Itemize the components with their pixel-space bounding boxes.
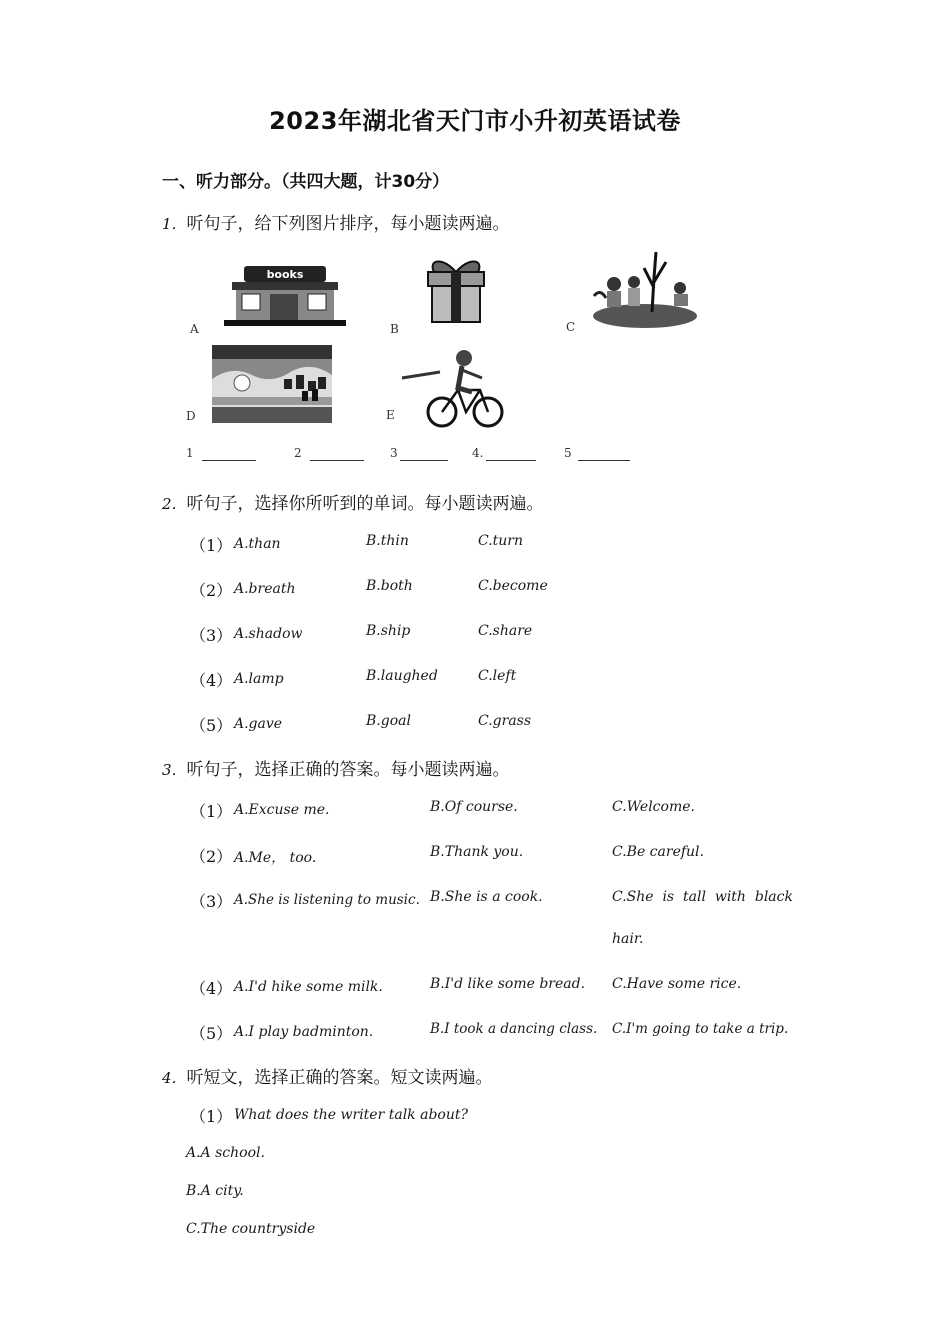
question-number: 2． xyxy=(162,495,187,513)
option-b[interactable]: B.A city. xyxy=(186,1183,244,1199)
item-number: （4） xyxy=(190,979,233,998)
option-a[interactable]: A.Excuse me. xyxy=(234,802,330,818)
picture-label: B xyxy=(390,322,399,336)
option-c[interactable]: C.I'm going to take a trip. xyxy=(612,1021,789,1037)
question-instruction: 听句子，选择你所听到的单词。每小题读两遍。 xyxy=(186,494,544,514)
blank-number: 3 xyxy=(390,446,398,460)
option-a[interactable]: A.She is listening to music. xyxy=(234,892,420,908)
answer-blank[interactable] xyxy=(486,460,536,461)
blank-number: 1 xyxy=(186,446,194,460)
answer-blanks xyxy=(186,446,646,466)
item-number: （1） xyxy=(190,1107,233,1126)
question-2 xyxy=(162,489,544,514)
option-a[interactable]: A.I'd hike some milk. xyxy=(234,979,383,995)
option-b[interactable]: B.I took a dancing class. xyxy=(430,1021,598,1037)
option-c-continued: hair. xyxy=(612,931,644,947)
option-a[interactable]: A.A school. xyxy=(186,1145,265,1161)
question-3 xyxy=(162,755,510,780)
option-a[interactable]: A.I play badminton. xyxy=(234,1024,374,1040)
item-number: （2） xyxy=(190,581,233,600)
item-number: （1） xyxy=(190,536,233,555)
option-a[interactable]: A.lamp xyxy=(234,671,284,687)
question-number: 3． xyxy=(162,761,187,779)
blank-number: 5 xyxy=(564,446,572,460)
question-number: 4． xyxy=(162,1069,187,1087)
option-c[interactable]: C.Be careful. xyxy=(612,844,704,860)
item-number: （5） xyxy=(190,1024,233,1043)
question-number: 1． xyxy=(162,215,187,233)
option-b[interactable]: B.I'd like some bread. xyxy=(430,976,586,992)
option-b[interactable]: B.Thank you. xyxy=(430,844,524,860)
option-b[interactable]: B.thin xyxy=(366,533,409,549)
blank-number: 4. xyxy=(472,446,484,460)
option-c[interactable]: C.She is tall with black xyxy=(612,889,793,905)
option-c[interactable]: C.Have some rice. xyxy=(612,976,742,992)
option-c[interactable]: C.The countryside xyxy=(186,1221,316,1237)
option-b[interactable]: B.both xyxy=(366,578,413,594)
option-b[interactable]: B.goal xyxy=(366,713,411,729)
answer-blank[interactable] xyxy=(400,460,448,461)
answer-blank[interactable] xyxy=(578,460,630,461)
bookstore-icon xyxy=(222,264,347,328)
girl-riding-bike-icon xyxy=(400,348,508,428)
landscape-city-icon xyxy=(212,345,332,423)
item-number: （5） xyxy=(190,716,233,735)
option-b[interactable]: B.Of course. xyxy=(430,799,518,815)
question-1 xyxy=(162,209,510,234)
item-number: （3） xyxy=(190,892,233,911)
option-a[interactable]: A.gave xyxy=(234,716,283,732)
option-c[interactable]: C.turn xyxy=(478,533,524,549)
picture-label: D xyxy=(186,409,196,423)
option-a[interactable]: A.than xyxy=(234,536,281,552)
picture-label: C xyxy=(566,320,576,334)
answer-blank[interactable] xyxy=(310,460,364,461)
sub-question-text: What does the writer talk about? xyxy=(234,1107,468,1123)
item-number: （2） xyxy=(190,847,233,866)
blank-number: 2 xyxy=(294,446,302,460)
gift-box-icon xyxy=(420,254,492,326)
section-heading: 一、听力部分。（共四大题，计30分） xyxy=(162,172,450,192)
picture-label: E xyxy=(386,408,395,422)
option-a[interactable]: A.shadow xyxy=(234,626,303,642)
answer-blank[interactable] xyxy=(202,460,256,461)
option-c[interactable]: C.Welcome. xyxy=(612,799,695,815)
svg-text:books: books xyxy=(266,268,304,281)
question-instruction: 听短文，选择正确的答案。短文读两遍。 xyxy=(186,1068,493,1088)
question-instruction: 听句子，选择正确的答案。每小题读两遍。 xyxy=(186,760,510,780)
option-b[interactable]: B.ship xyxy=(366,623,411,639)
item-number: （4） xyxy=(190,671,233,690)
page-title: 2023年湖北省天门市小升初英语试卷 xyxy=(269,107,681,135)
question-4 xyxy=(162,1063,493,1088)
option-c[interactable]: C.grass xyxy=(478,713,532,729)
option-a[interactable]: A.Me， too. xyxy=(234,850,317,866)
option-c[interactable]: C.left xyxy=(478,668,517,684)
question-instruction: 听句子，给下列图片排序，每小题读两遍。 xyxy=(186,214,510,234)
option-c[interactable]: C.become xyxy=(478,578,548,594)
option-c[interactable]: C.share xyxy=(478,623,533,639)
item-number: （1） xyxy=(190,802,233,821)
option-a[interactable]: A.breath xyxy=(234,581,296,597)
option-b[interactable]: B.laughed xyxy=(366,668,438,684)
picture-label: A xyxy=(190,322,199,336)
item-number: （3） xyxy=(190,626,233,645)
children-planting-tree-icon xyxy=(590,248,700,330)
option-b[interactable]: B.She is a cook. xyxy=(430,889,543,905)
